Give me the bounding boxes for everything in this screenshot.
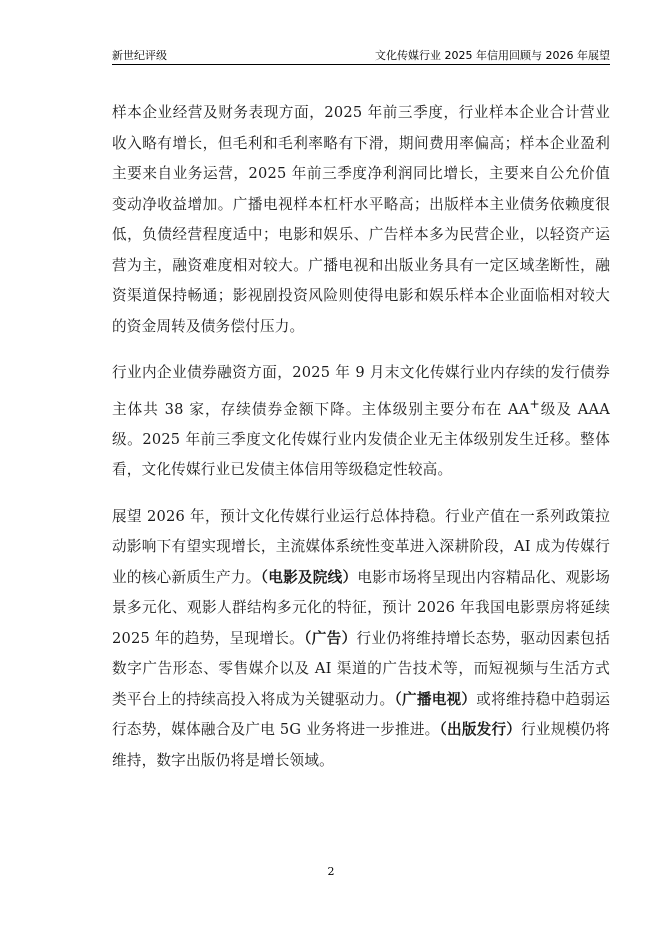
page-header xyxy=(112,44,610,65)
text-segment: 行业规模仍将维持，数字出版仍将是增长领域。 xyxy=(112,721,611,769)
text-segment: 行业仍将维持增长态势，驱动因素包括数字广告形态、零售媒介以及 AI 渠道的广告技术等，而短视频与生活方式类平台上的持续高投入将成为关键驱动力。 xyxy=(112,629,611,708)
text-segment: 电影市场将呈现出内容精品化、观影场景多元化、观影人群结构多元化的特征，预计 2026 年我国电影票房将延续 2025 年的趋势，呈现增长。 xyxy=(112,568,610,647)
text-segment: 行业内企业债券融资方面，2025 年 9 月末文化传媒行业内存续的发行债券主体共 38 家，存续债券金额下降。主体级别主要分布在 AA xyxy=(112,364,610,418)
main-body xyxy=(112,98,610,792)
paragraph-outlook-2026 xyxy=(112,502,610,777)
text-segment: 或将维持稳中趋弱运行态势，媒体融合及广电 5G 业务将进一步推进。 xyxy=(112,690,610,739)
paragraph-bond-financing xyxy=(112,358,610,486)
superscript-plus: + xyxy=(529,396,540,411)
header-report-title: 文化传媒行业 2025 年信用回顾与 2026 年展望 xyxy=(375,49,610,62)
page-number: 2 xyxy=(327,865,335,878)
bold-section-label: （广播电视） xyxy=(394,690,477,708)
text-segment: 级及 AAA 级。2025 年前三季度文化传媒行业内发债企业无主体级别发生迁移。整体看，文化传媒行业已发债主体信用等级稳定性较高。 xyxy=(112,400,610,479)
paragraph-operations-finance xyxy=(112,98,610,342)
text-segment: 展望 2026 年，预计文化传媒行业运行总体持稳。行业产值在一系列政策拉动影响下有望实现增长，主流媒体系统性变革进入深耕阶段，AI 成为传媒行业的核心新质生产力。 xyxy=(112,507,610,586)
bold-section-label: （出版发行） xyxy=(439,721,522,739)
bold-section-label: （广告） xyxy=(304,629,357,647)
bold-section-label: （电影及院线） xyxy=(260,568,358,586)
header-org-name: 新世纪评级 xyxy=(112,49,167,62)
text-segment: 样本企业经营及财务表现方面，2025 年前三季度，行业样本企业合计营业收入略有增长，但毛利和毛利率略有下滑，期间费用率偏高；样本企业盈利主要来自业务运营，2025 年前三季度净利润同比增长，主要来自公允价值变动净收益增加。广播电视样本杠杆水平略高；出版样本主业债务依赖度很低，负债经营程度适中；电影和娱乐、广告样本多为民营企业，以轻资产运营为主，融资难度相对较大。广播电视和出版业务具有一定区域垄断性，融资渠道保持畅通；影视剧投资风险则使得电影和娱乐样本企业面临相对较大的资金周转及债务偿付压力。 xyxy=(112,104,610,335)
